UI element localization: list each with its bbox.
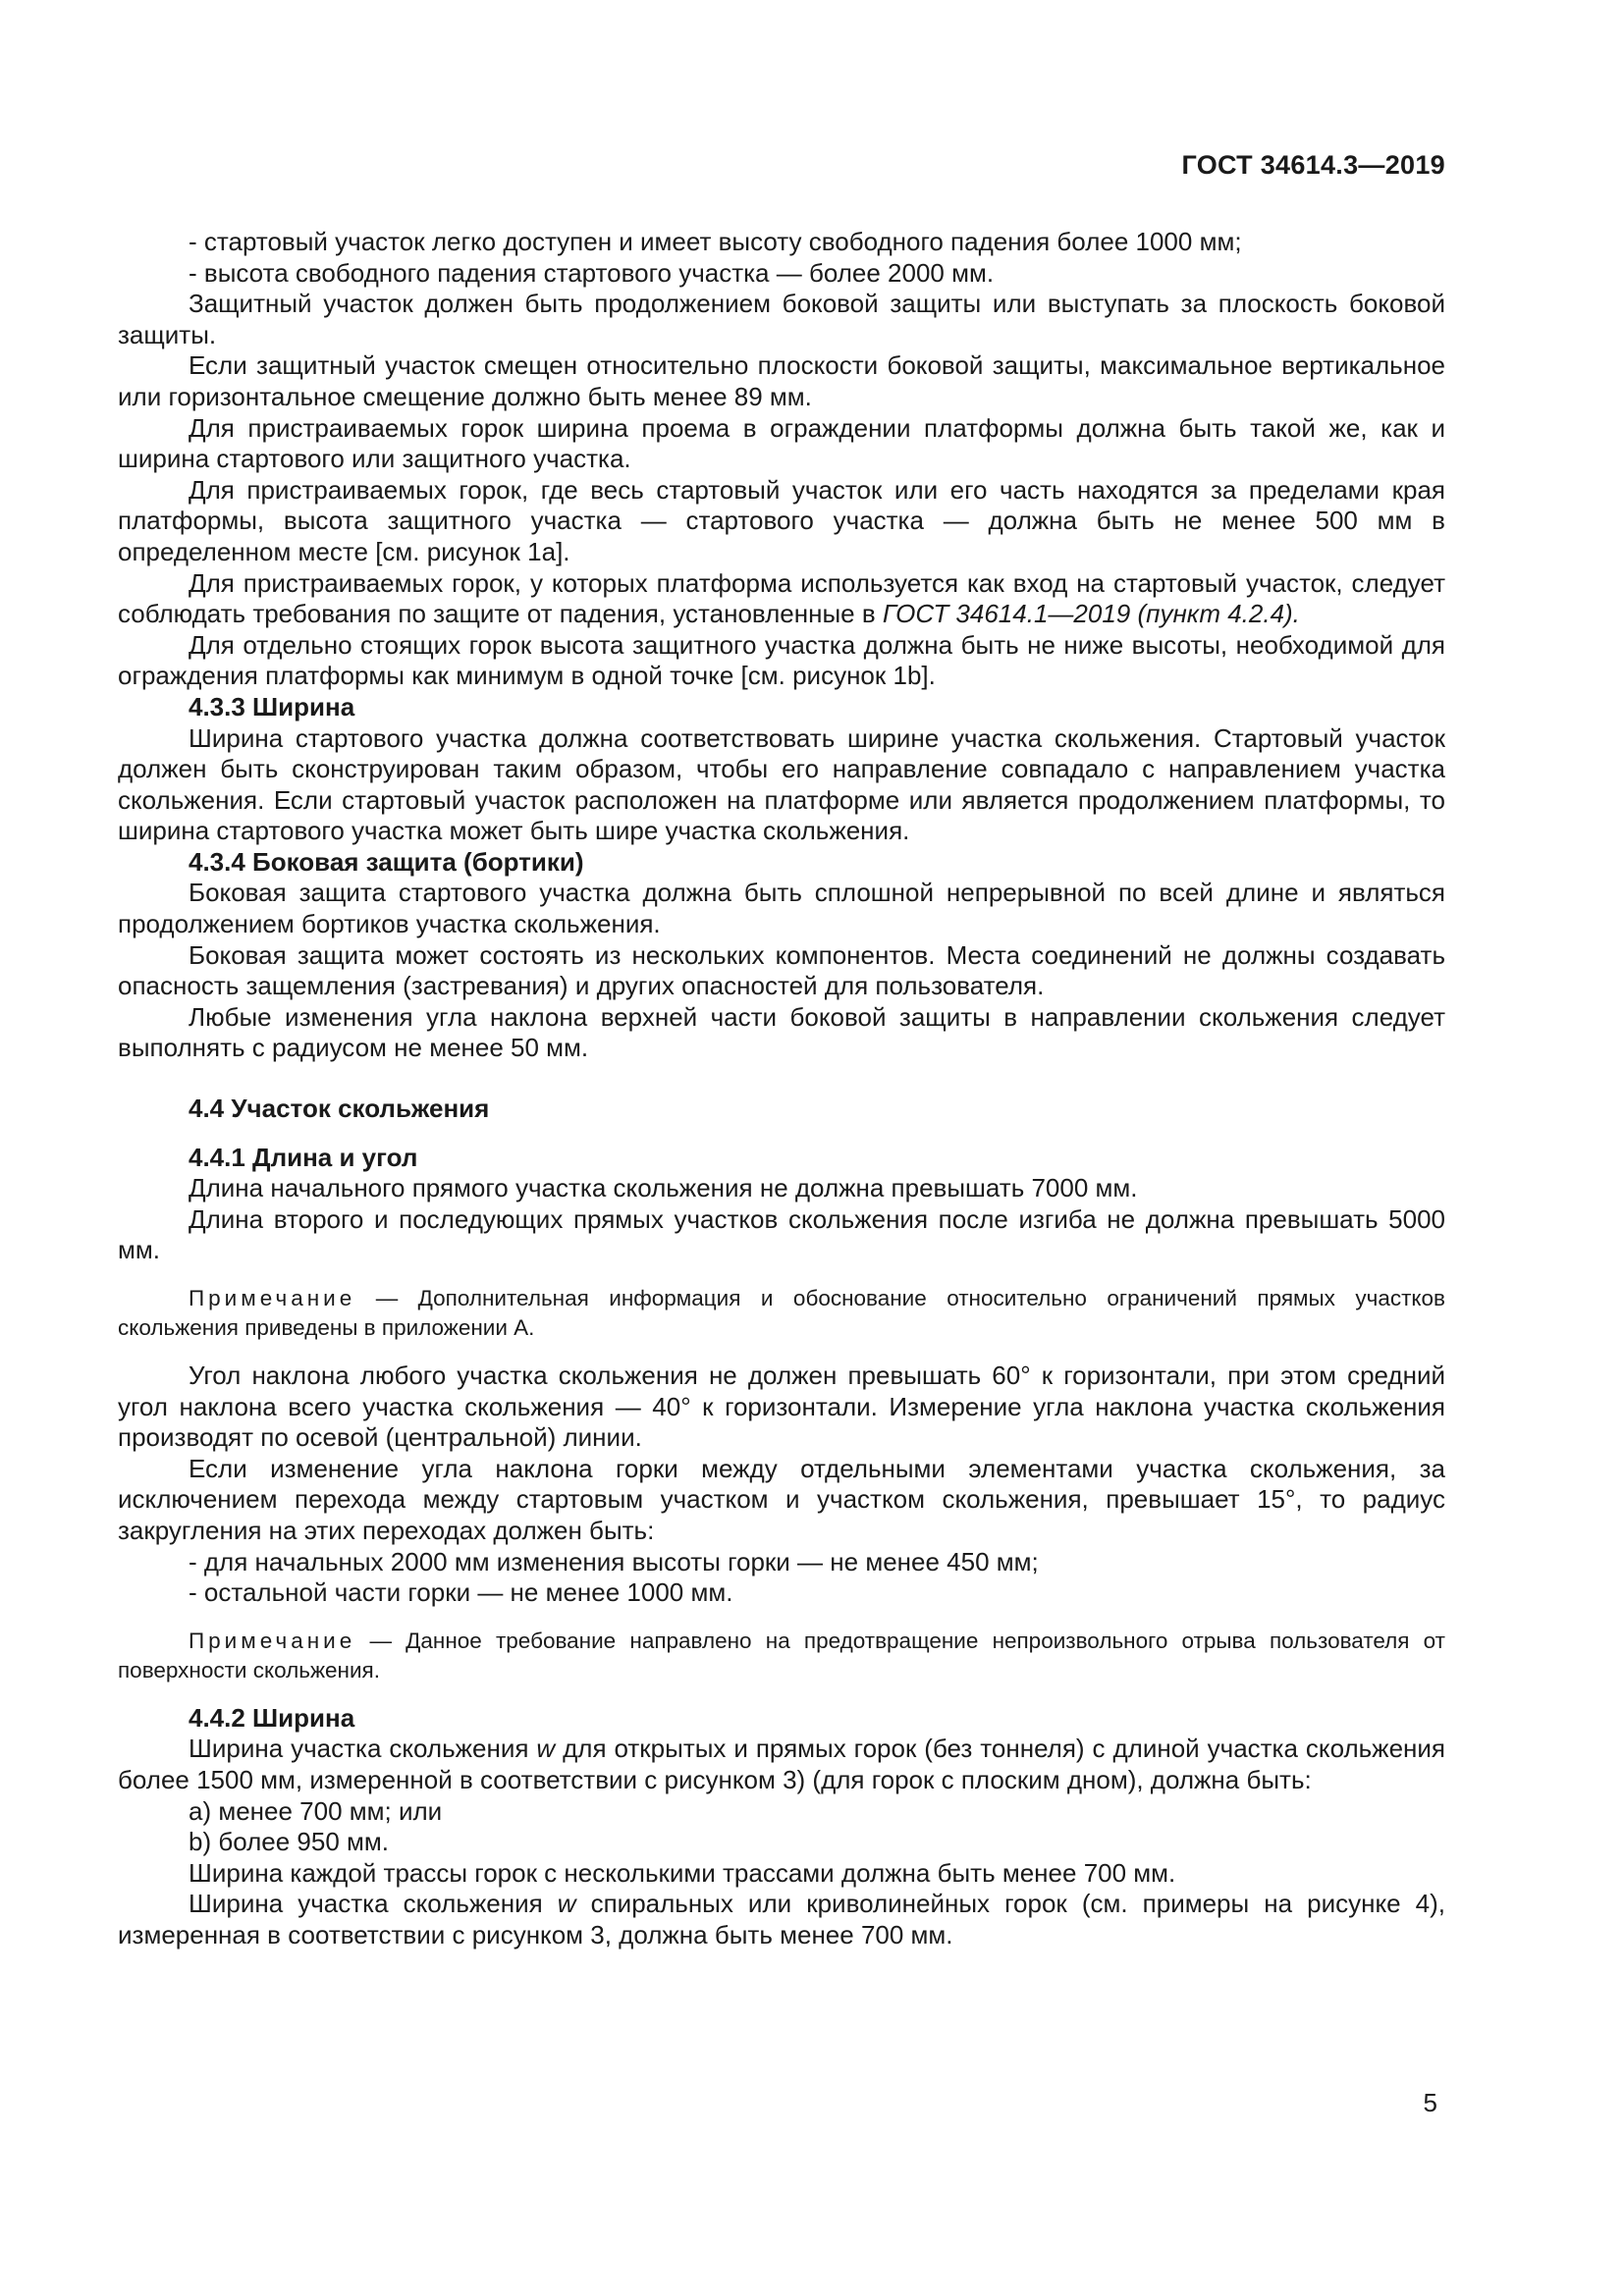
document-body <box>118 227 1445 1951</box>
paragraph: Боковая защита может состоять из нескольких компонентов. Места соединений не должны создавать опасность защемления (застревания) и других опасностей для пользователя. <box>118 939 1445 1001</box>
paragraph: Ширина каждой трассы горок с несколькими трассами должна быть менее 700 мм. <box>189 1857 1176 1888</box>
paragraph: Боковая защита стартового участка должна быть сплошной непрерывной по всей длине и являться продолжением бортиков участка скольжения. <box>118 878 1445 939</box>
paragraph: Длина второго и последующих прямых участков скольжения после изгиба не должна превышать 5000 мм. <box>118 1203 1445 1265</box>
paragraph: Защитный участок должен быть продолжением боковой защиты или выступать за плоскость боковой защиты. <box>118 289 1445 349</box>
dash-item: - для начальных 2000 мм изменения высоты горки — не менее 450 мм; <box>118 1547 1445 1578</box>
paragraph: Любые изменения угла наклона верхней части боковой защиты в направлении скольжения следует выполнять с радиусом не менее 50 мм. <box>118 1001 1445 1063</box>
dash-item: - остальной части горки — не менее 1000 мм. <box>118 1577 1445 1609</box>
document-header: ГОСТ 34614.3—2019 <box>1181 150 1445 180</box>
list-item: a) менее 700 мм; или <box>189 1795 443 1826</box>
note <box>118 1284 1445 1343</box>
dash-item: - высота свободного падения стартового участка — более 2000 мм. <box>118 258 1445 290</box>
page-number: 5 <box>1423 2088 1437 2117</box>
section-heading: 4.3.3 Ширина <box>189 691 355 721</box>
section-heading: 4.3.4 Боковая защита (бортики) <box>189 846 584 877</box>
note <box>118 1627 1445 1685</box>
paragraph-text: для открытых и прямых горок (без тоннеля) с длиной участка скольжения более 1500 мм, измеренной в соответствии с рисунком 3) (для горок с плоским дном), должна быть: <box>118 1734 1445 1794</box>
paragraph <box>118 1734 1445 1795</box>
paragraph: Для пристраиваемых горок ширина проема в ограждении платформы должна быть такой же, как и ширина стартового или защитного участка. <box>118 412 1445 474</box>
list-item: b) более 950 мм. <box>189 1827 390 1857</box>
section-heading: 4.4.2 Ширина <box>189 1702 355 1733</box>
section-heading: 4.4 Участок скольжения <box>189 1094 490 1124</box>
note-text: — Дополнительная информация и обоснование относительно ограничений прямых участков скольжения приведены в приложении А. <box>118 1286 1445 1340</box>
paragraph <box>118 568 1445 630</box>
paragraph: Если изменение угла наклона горки между отдельными элементами участка скольжения, за исключением перехода между стартовым участком и участком скольжения, превышает 15°, то радиус закругления на этих переходах должен быть: <box>118 1453 1445 1545</box>
paragraph-text: Для пристраиваемых горок, у которых платформа используется как вход на стартовый участок, следует соблюдать требования по защите от падения, установленные в <box>118 567 1445 629</box>
note-label: Примечание <box>189 1286 356 1310</box>
paragraph: Ширина стартового участка должна соответствовать ширине участка скольжения. Стартовый участок должен быть сконструирован таким образом, чтобы его направление совпадало с направлением участка скольжения. Если стартовый участок расположен на платформе или является продолжением платформы, то ширина стартового участка может быть шире участка скольжения. <box>118 722 1445 846</box>
paragraph: Угол наклона любого участка скольжения не должен превышать 60° к горизонтали, при этом средний угол наклона всего участка скольжения — 40° к горизонтали. Измерение угла наклона участка скольжения производят по осевой (центральной) линии. <box>118 1361 1445 1453</box>
paragraph: Для пристраиваемых горок, где весь стартовый участок или его часть находятся за пределами края платформы, высота защитного участка — стартового участка — должна быть не менее 500 мм в определенном месте [см. рисунок 1а]. <box>118 474 1445 566</box>
standard-reference: ГОСТ 34614.1—2019 (пункт 4.2.4). <box>882 599 1300 629</box>
paragraph: Длина начального прямого участка скольжения не должна превышать 7000 мм. <box>189 1173 1138 1203</box>
paragraph-text: спиральных или криволинейных горок (см. примеры на рисунке 4), измеренная в соответствии с рисунком 3, должна быть менее 700 мм. <box>118 1889 1446 1949</box>
paragraph-text: Ширина участка скольжения <box>189 1889 558 1919</box>
dash-item: - стартовый участок легко доступен и имеет высоту свободного падения более 1000 мм; <box>118 227 1445 258</box>
symbol-w: w <box>536 1734 556 1764</box>
symbol-w: w <box>557 1889 576 1919</box>
note-label: Примечание <box>189 1628 356 1653</box>
paragraph-text: Ширина участка скольжения <box>189 1734 537 1764</box>
section-heading: 4.4.1 Длина и угол <box>189 1142 418 1172</box>
paragraph: Если защитный участок смещен относительно плоскости боковой защиты, максимальное вертикальное или горизонтальное смещение должно быть менее 89 мм. <box>118 350 1445 411</box>
note-text: — Данное требование направлено на предотвращение непроизвольного отрыва пользователя от поверхности скольжения. <box>118 1628 1445 1682</box>
paragraph: Для отдельно стоящих горок высота защитного участка должна быть не ниже высоты, необходимой для ограждения платформы как минимум в одной точке [см. рисунок 1b]. <box>118 629 1445 691</box>
paragraph <box>118 1889 1445 1950</box>
